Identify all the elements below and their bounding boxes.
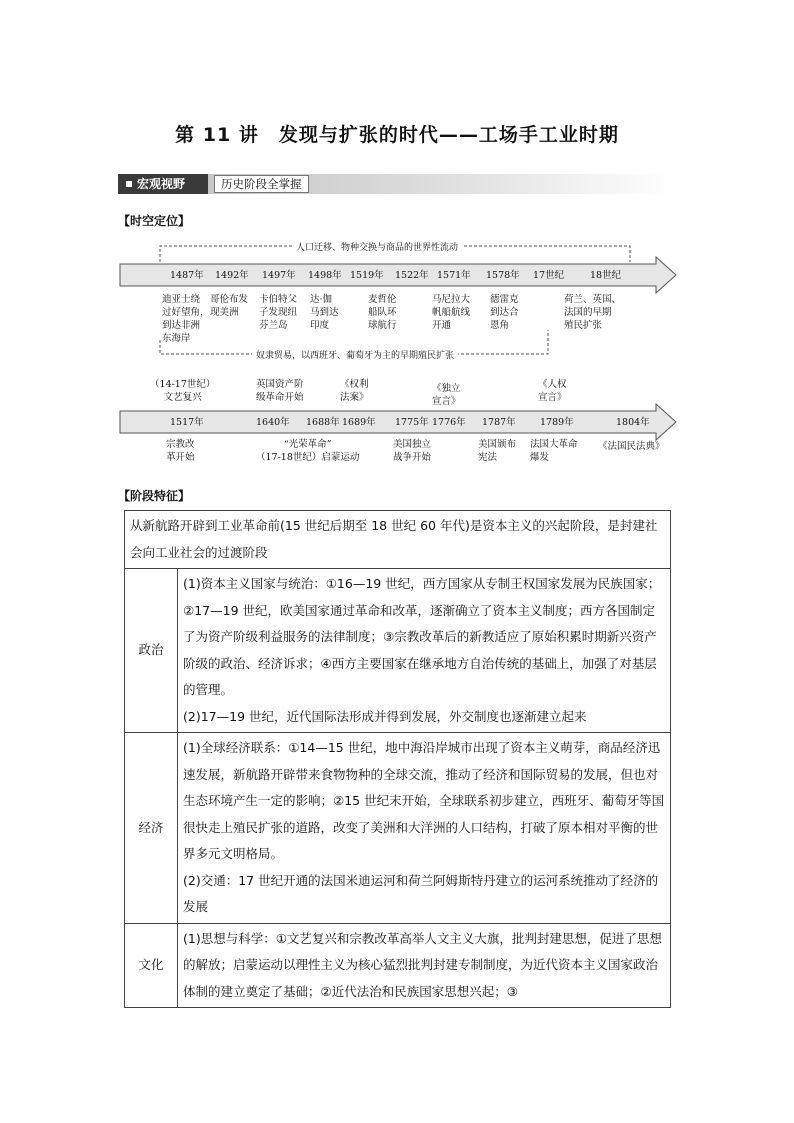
arrow2-bottom-label: 美国独立 战争开始 bbox=[393, 439, 432, 463]
arrow1-year: 1492年 bbox=[215, 270, 249, 281]
arrow1-event: 迪亚士绕 过好望角， 到达非洲 东海岸 bbox=[162, 294, 210, 344]
arrow1-event: 麦哲伦 船队环 球航行 bbox=[368, 294, 397, 331]
arrow2-bottom-label: 美国颁布 宪法 bbox=[478, 439, 517, 463]
arrow1-year: 1578年 bbox=[486, 270, 520, 281]
banner-sub-label: 历史阶段全掌握 bbox=[214, 175, 309, 193]
arrow2-year: 1689年 bbox=[342, 417, 376, 428]
timeline-section-label: 【时空定位】 bbox=[118, 214, 191, 228]
arrow2-year: 1787年 bbox=[482, 417, 516, 428]
arrow2-year: 1640年 bbox=[256, 417, 290, 428]
table-row bbox=[125, 733, 671, 924]
arrow1-year: 1497年 bbox=[262, 270, 296, 281]
arrow2-year: 1775年 bbox=[395, 417, 429, 428]
arrow1-year: 1487年 bbox=[170, 270, 204, 281]
arrow2-bottom-label: “光荣革命” （17-18世纪）启蒙运动 bbox=[256, 439, 360, 463]
content-paragraph: (2)17—19 世纪，近代国际法形成并得到发展，外交制度也逐渐建立起来 bbox=[183, 708, 587, 724]
page-title: 第 11 讲 发现与扩张的时代——工场手工业时期 bbox=[175, 124, 619, 146]
content-paragraph: (1)全球经济联系：①14—15 世纪，地中海沿岸城市出现了资本主义萌芽，商品经济迅速发展，新航路开辟带来食物物种的全球交流，推动了经济和国际贸易的发展，但也对生态环境产生一定的影响；②15 世纪末开始，全球联系初步建立，西班牙、葡萄牙等国很快走上殖民扩张的道路，改变了美洲和大洋洲的人口结构，打破了原本相对平衡的世界多元文明格局。 bbox=[183, 740, 665, 861]
timeline-graphic bbox=[0, 0, 794, 470]
table-row bbox=[125, 923, 671, 1008]
content-paragraph: (1)思想与科学：①文艺复兴和宗教改革高举人文主义大旗，批判封建思想，促进了思想的解放；启蒙运动以理性主义为核心猛烈批判封建专制制度，为近代资本主义国家政治体制的建立奠定了基础；②近代法治和民族国家思想兴起；③ bbox=[183, 930, 662, 999]
arrow1-event: 马尼拉大 帆船航线 开通 bbox=[432, 294, 471, 331]
arrow1-year: 18世纪 bbox=[590, 270, 622, 281]
arrow2-year: 1517年 bbox=[170, 417, 204, 428]
stage-features-table bbox=[124, 510, 671, 1008]
arrow1-year: 1571年 bbox=[437, 270, 471, 281]
content-cell bbox=[178, 923, 671, 1008]
arrow1-year: 17世纪 bbox=[533, 270, 565, 281]
content-cell bbox=[178, 733, 671, 924]
arrow2-year: 1776年 bbox=[432, 417, 466, 428]
arrow2-year: 1789年 bbox=[540, 417, 574, 428]
arrow2-bottom-label: 法国大革命 爆发 bbox=[530, 439, 578, 463]
arrow2-year: 1804年 bbox=[616, 417, 650, 428]
arrow2-bottom-label: 宗教改 革开始 bbox=[166, 439, 195, 463]
arrow1-event: 卡伯特父 子发现纽 芬兰岛 bbox=[259, 294, 298, 331]
arrow2-top-label: 《人权 宣言》 bbox=[538, 379, 567, 403]
arrow2-top-label: 英国资产阶 级革命开始 bbox=[256, 379, 304, 403]
content-paragraph: (2)交通：17 世纪开通的法国米迪运河和荷兰阿姆斯特丹建立的运河系统推动了经济的发展 bbox=[183, 872, 659, 914]
table-row bbox=[125, 511, 671, 569]
arrow2-bottom-label: 《法国民法典》 bbox=[598, 441, 665, 452]
category-cell: 文化 bbox=[125, 923, 178, 1008]
arrow2-top-label: 《独立 宣言》 bbox=[432, 383, 461, 407]
arrow2-top-label: 《权利 法案》 bbox=[340, 379, 369, 403]
intro-cell: 从新航路开辟到工业革命前(15 世纪后期至 18 世纪 60 年代)是资本主义的兴起阶段，是封建社会向工业社会的过渡阶段 bbox=[125, 511, 671, 569]
arrow1-year: 1522年 bbox=[395, 270, 429, 281]
arrow1-year: 1519年 bbox=[350, 270, 384, 281]
content-cell bbox=[178, 569, 671, 733]
category-cell: 经济 bbox=[125, 733, 178, 924]
table-row bbox=[125, 569, 671, 733]
features-section-label: 【阶段特征】 bbox=[118, 489, 191, 503]
arrow2-year: 1688年 bbox=[306, 417, 340, 428]
arrow1-event: 达·伽 马到达 印度 bbox=[310, 294, 339, 331]
bottom-flow-label: 奴隶贸易，以西班牙、葡萄牙为主的早期殖民扩张 bbox=[252, 348, 458, 361]
arrow1-year: 1498年 bbox=[308, 270, 342, 281]
category-cell: 政治 bbox=[125, 569, 178, 733]
arrow1-event: 哥伦布发 现美洲 bbox=[210, 294, 249, 318]
top-flow-label: 人口迁移、物种交换与商品的世界性流动 bbox=[292, 240, 462, 253]
arrow1-event: 荷兰、英国、 法国的早期 殖民扩张 bbox=[564, 294, 622, 331]
arrow1-event: 德雷克 到达合 恩角 bbox=[490, 294, 519, 331]
arrow2-top-label: （14-17世纪） 文艺复兴 bbox=[150, 379, 216, 403]
content-paragraph: (1)资本主义国家与统治：①16—19 世纪，西方国家从专制王权国家发展为民族国家；②17—19 世纪，欧美国家通过革命和改革，逐渐确立了资本主义制度；西方各国制定了为资产阶级利益服务的法律制度；③宗教改革后的新教适应了原始积累时期新兴资产阶级的政治、经济诉求；④西方主要国家在继承地方自治传统的基础上，加强了对基层的管理。 bbox=[183, 576, 661, 697]
banner-main-label: 宏观视野 bbox=[137, 177, 186, 191]
